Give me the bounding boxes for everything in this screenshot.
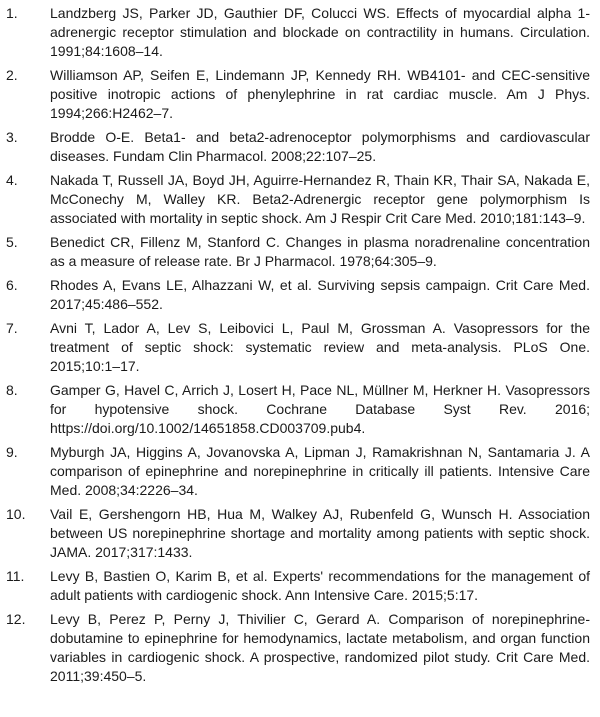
reference-item	[6, 66, 590, 123]
reference-text: Vail E, Gershengorn HB, Hua M, Walkey AJ, Rubenfeld G, Wunsch H. Association between US norepinephrine shortage and mortality among patients with septic shock. JAMA. 2017;317:1433.	[50, 506, 590, 560]
reference-text: Levy B, Bastien O, Karim B, et al. Experts' recommendations for the management of adult patients with cardiogenic shock. Ann Intensive Care. 2015;5:17.	[50, 568, 590, 603]
reference-text: Williamson AP, Seifen E, Lindemann JP, Kennedy RH. WB4101- and CEC-sensitive positive inotropic actions of phenylephrine in rat cardiac muscle. Am J Phys. 1994;266:H2462–7.	[50, 67, 590, 121]
reference-item	[6, 171, 590, 228]
reference-number: 2.	[6, 67, 18, 83]
reference-text: Nakada T, Russell JA, Boyd JH, Aguirre-Hernandez R, Thain KR, Thair SA, Nakada E, McConechy M, Walley KR. Beta2-Adrenergic receptor gene polymorphism Is associated with mortality in septic shock. Am J Respir Crit Care Med. 2010;181:143–9.	[50, 172, 590, 226]
reference-text: Landzberg JS, Parker JD, Gauthier DF, Colucci WS. Effects of myocardial alpha 1-adrenergic receptor stimulation and blockade on contractility in humans. Circulation. 1991;84:1608–14.	[50, 5, 590, 59]
reference-item	[6, 276, 590, 314]
reference-item	[6, 319, 590, 376]
reference-number: 1.	[6, 5, 18, 21]
reference-item	[6, 505, 590, 562]
reference-number: 7.	[6, 320, 18, 336]
reference-item	[6, 233, 590, 271]
reference-number: 11.	[6, 568, 25, 584]
reference-text: Gamper G, Havel C, Arrich J, Losert H, Pace NL, Müllner M, Herkner H. Vasopressors for hypotensive shock. Cochrane Database Syst Rev. 2016; https://doi.org/10.1002/14651858.CD003709.pub4.	[50, 382, 590, 436]
reference-item	[6, 381, 590, 438]
reference-number: 6.	[6, 277, 18, 293]
reference-item	[6, 610, 590, 686]
reference-text: Brodde O-E. Beta1- and beta2-adrenoceptor polymorphisms and cardiovascular diseases. Fundam Clin Pharmacol. 2008;22:107–25.	[50, 129, 590, 164]
reference-item	[6, 128, 590, 166]
reference-item	[6, 4, 590, 61]
reference-number: 9.	[6, 444, 18, 460]
reference-text: Myburgh JA, Higgins A, Jovanovska A, Lipman J, Ramakrishnan N, Santamaria J. A comparison of epinephrine and norepinephrine in critically ill patients. Intensive Care Med. 2008;34:2226–34.	[50, 444, 590, 498]
reference-number: 5.	[6, 234, 18, 250]
reference-item	[6, 567, 590, 605]
reference-number: 12.	[6, 611, 26, 627]
reference-text: Levy B, Perez P, Perny J, Thivilier C, Gerard A. Comparison of norepinephrine-dobutamine to epinephrine for hemodynamics, lactate metabolism, and organ function variables in cardiogenic shock. A prospective, randomized pilot study. Crit Care Med. 2011;39:450–5.	[50, 611, 590, 684]
reference-number: 8.	[6, 382, 18, 398]
reference-item	[6, 443, 590, 500]
reference-text: Rhodes A, Evans LE, Alhazzani W, et al. Surviving sepsis campaign. Crit Care Med. 2017;45:486–552.	[50, 277, 590, 312]
reference-number: 4.	[6, 172, 18, 188]
reference-number: 3.	[6, 129, 18, 145]
reference-text: Avni T, Lador A, Lev S, Leibovici L, Paul M, Grossman A. Vasopressors for the treatment of septic shock: systematic review and meta-analysis. PLoS One. 2015;10:1–17.	[50, 320, 590, 374]
reference-text: Benedict CR, Fillenz M, Stanford C. Changes in plasma noradrenaline concentration as a measure of release rate. Br J Pharmacol. 1978;64:305–9.	[50, 234, 590, 269]
reference-number: 10.	[6, 506, 26, 522]
